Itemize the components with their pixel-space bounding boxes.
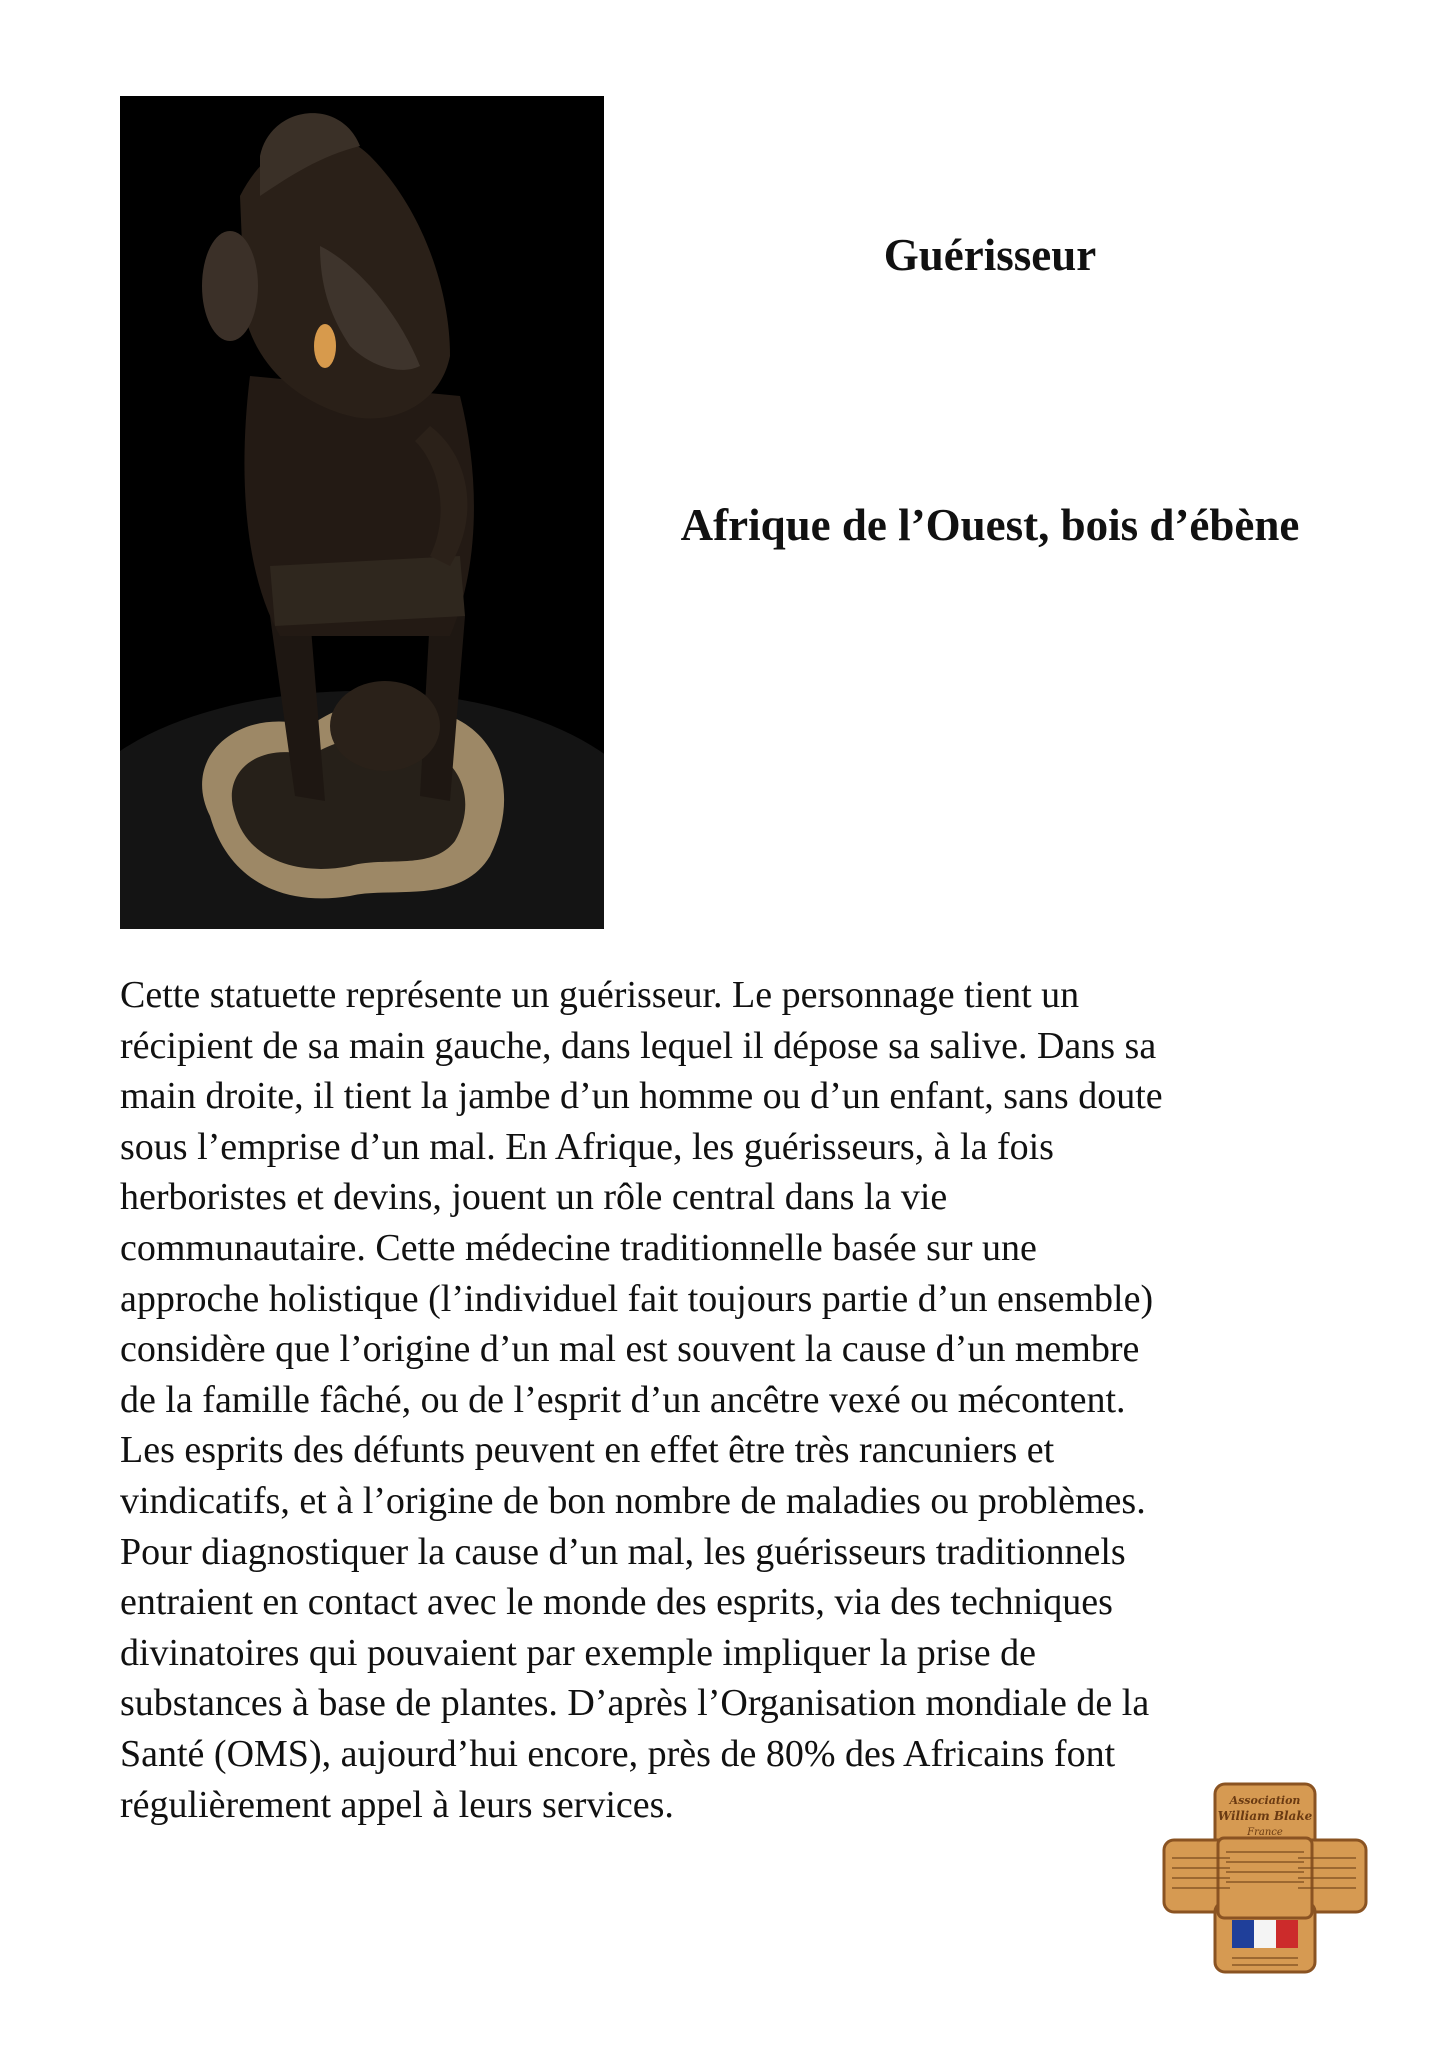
- statuette-image-icon: [120, 96, 604, 929]
- page-subtitle: Afrique de l’Ouest, bois d’ébène: [680, 500, 1300, 550]
- stamp-name-line-3: France: [1247, 1827, 1283, 1838]
- page-title: Guérisseur: [883, 230, 1097, 280]
- stamp-name-line-2: William Blake: [1217, 1809, 1313, 1823]
- statuette-photo: [120, 96, 604, 929]
- association-seal-icon: [1160, 1780, 1370, 1976]
- association-stamp: [1160, 1780, 1370, 1976]
- description-paragraph: Cette statuette représente un guérisseur. Le personnage tient un récipient de sa main gauche, dans lequel il dépose sa salive. Dans sa main droite, il tient la jambe d’un homme ou d’un enfant, sans doute sous l’emprise d’un mal. En Afrique, les guérisseurs, à la fois herboristes et devins, jouent un rôle central dans la vie communautaire. Cette médecine traditionnelle basée sur une approche holistique (l’individuel fait toujours partie d’un ensemble) considère que l’origine d’un mal est souvent la cause d’un membre de la famille fâché, ou de l’esprit d’un ancêtre vexé ou mécontent. Les esprits des défunts peuvent en effet être très rancuniers et vindicatifs, et à l’origine de bon nombre de maladies ou problèmes. Pour diagnostiquer la cause d’un mal, les guérisseurs traditionnels entraient en contact avec le monde des esprits, via des techniques divinatoires qui pouvaient par exemple impliquer la prise de substances à base de plantes. D’après l’Organisation mondiale de la Santé (OMS), aujourd’hui encore, près de 80% des Africains font régulièrement appel à leurs services.: [120, 974, 1163, 1826]
- stamp-name-line-1: Association: [1229, 1794, 1301, 1807]
